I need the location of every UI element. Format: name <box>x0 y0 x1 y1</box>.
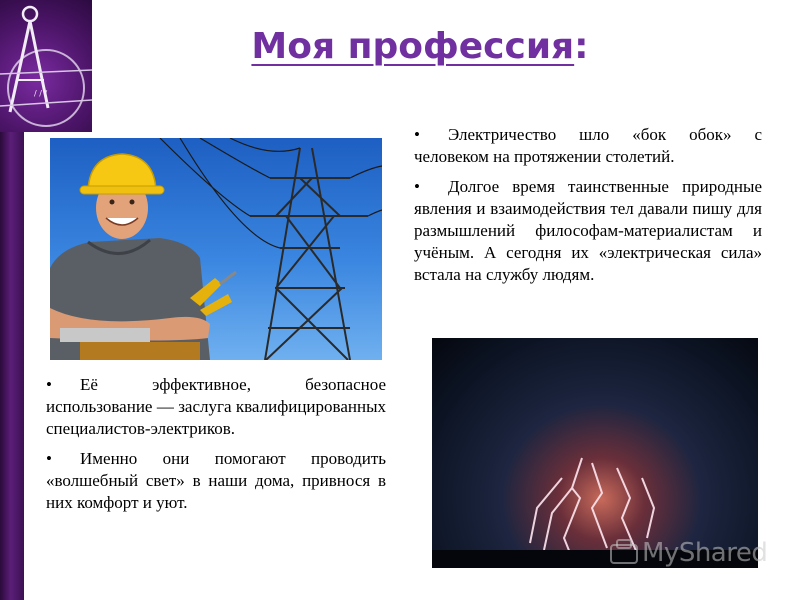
list-item-text: Электричество шло «бок обок» с человеком на протяжении столетий. <box>414 125 762 166</box>
left-text-block <box>46 374 386 522</box>
lightning-photo <box>432 338 758 568</box>
bullet-icon: • <box>414 177 420 196</box>
list-item <box>414 124 762 168</box>
list-item-text: Её эффективное, безопасное использование — заслуга квалифицированных специалистов-электриков. <box>46 375 386 438</box>
lightning-icon <box>432 338 758 568</box>
slide-title-suffix: : <box>574 26 589 67</box>
list-item-text: Именно они помогают проводить «волшебный свет» в наши дома, привнося в них комфорт и уют. <box>46 449 386 512</box>
bullet-icon: • <box>46 375 52 394</box>
worker-photo <box>50 138 382 360</box>
list-item <box>46 374 386 440</box>
list-item <box>414 176 762 286</box>
slide-title-main: Моя профессия <box>251 26 575 67</box>
slide-title <box>0 26 800 67</box>
watermark <box>610 538 767 568</box>
list-item-text: Долгое время таинственные природные явления и взаимодействия тел давали пишу для размышлений философам-материалистам и учёным. А сегодня их «электрическая сила» встала на службу людям. <box>414 177 762 284</box>
list-item <box>46 448 386 514</box>
bullet-icon: • <box>46 449 52 468</box>
bullet-icon: • <box>414 125 420 144</box>
power-line-tower-illustration <box>50 138 382 360</box>
right-text-block <box>414 124 762 294</box>
watermark-text: MyShared <box>642 538 768 568</box>
watermark-logo-icon <box>610 539 638 565</box>
svg-text:/ / /: / / / <box>34 89 48 98</box>
